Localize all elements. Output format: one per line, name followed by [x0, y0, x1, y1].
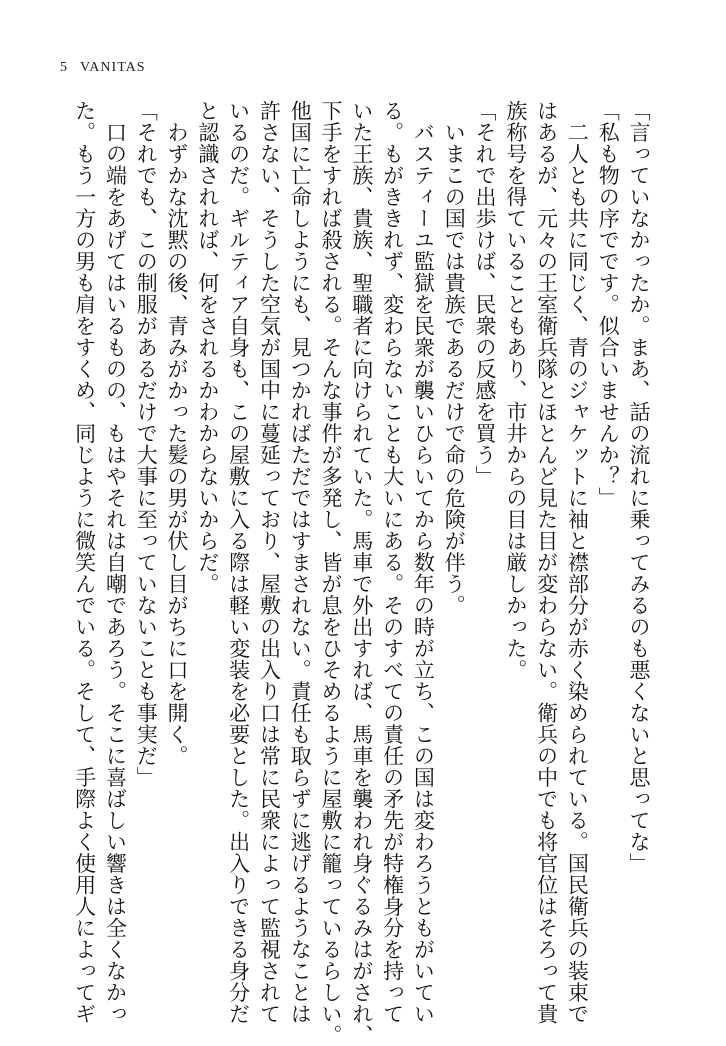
text-line: た。もう一方の男も肩をすくめ、同じように微笑んでいる。そして、手際よく使用人によってギ: [72, 100, 97, 1025]
text-line: バスティーユ監獄を民衆が襲いひらいてから数年の時が立ち、この国は変わろうともがいてい: [411, 100, 436, 1025]
text-line: 下手をすれば殺される。そんな事件が多発し、皆が息をひそめるように屋敷に籠っているらしい。: [319, 100, 344, 1046]
text-line: 「それでも、この制服があるだけで大事に至っていないことも事実だ」: [134, 100, 159, 788]
text-line: いた王族、貴族、聖職者に向けられていた。馬車で外出すれば、馬車を襲われ身ぐるみはがされ、: [349, 100, 374, 1046]
text-line: 許さない、そうした空気が国中に蔓延っており、屋敷の出入り口は常に民衆によって監視されて: [257, 100, 282, 1025]
text-line: と認識されれば、何をされるかわからないからだ。: [195, 100, 220, 595]
vertical-text-block: [69, 100, 654, 1046]
text-line: わずかな沈黙の後、青みがかった髪の男が伏し目がちに口を開く。: [165, 100, 190, 767]
text-line: いるのだ。ギルティア自身も、この屋敷に入る際は軽い変装を必要とした。出入りできる身分だ: [226, 100, 251, 1025]
text-line: 二人とも共に同じく、青のジャケットに袖と襟部分が赤く染められている。国民衛兵の装束で: [565, 100, 590, 1025]
text-line: る。もがききれず、変わらないことも大いにある。そのすべての責任の矛先が特権身分を持って: [380, 100, 405, 1025]
text-line: 「言っていなかったか。まあ、話の流れに乗ってみるのも悪くないと思ってな」: [627, 100, 651, 874]
page-number: 5: [60, 60, 68, 75]
text-line: 口の端をあげてはいるものの、もはやそれは自嘲であろう。そこに喜ばしい響きは全くなかっ: [103, 100, 128, 1025]
text-line: 族称号を得ていることもあり、市井からの目は厳しかった。: [503, 100, 528, 681]
text-line: 他国に亡命しようにも、見つかればただではすまされない。責任も取らずに逃げるようなことは: [288, 100, 313, 1025]
book-title: VANITAS: [80, 60, 146, 75]
text-line: いまこの国では貴族であるだけで命の危険が伴う。: [442, 100, 467, 616]
text-line: はあるが、元々の王室衛兵隊とほとんど見た目が変わらない。衛兵の中でも将官位はそろって貴: [534, 100, 559, 1025]
running-head: [60, 60, 146, 76]
text-line: 「私も物の序でです。似合いませんか？」: [596, 100, 621, 509]
text-line: 「それで出歩けば、民衆の反感を買う」: [473, 100, 498, 487]
